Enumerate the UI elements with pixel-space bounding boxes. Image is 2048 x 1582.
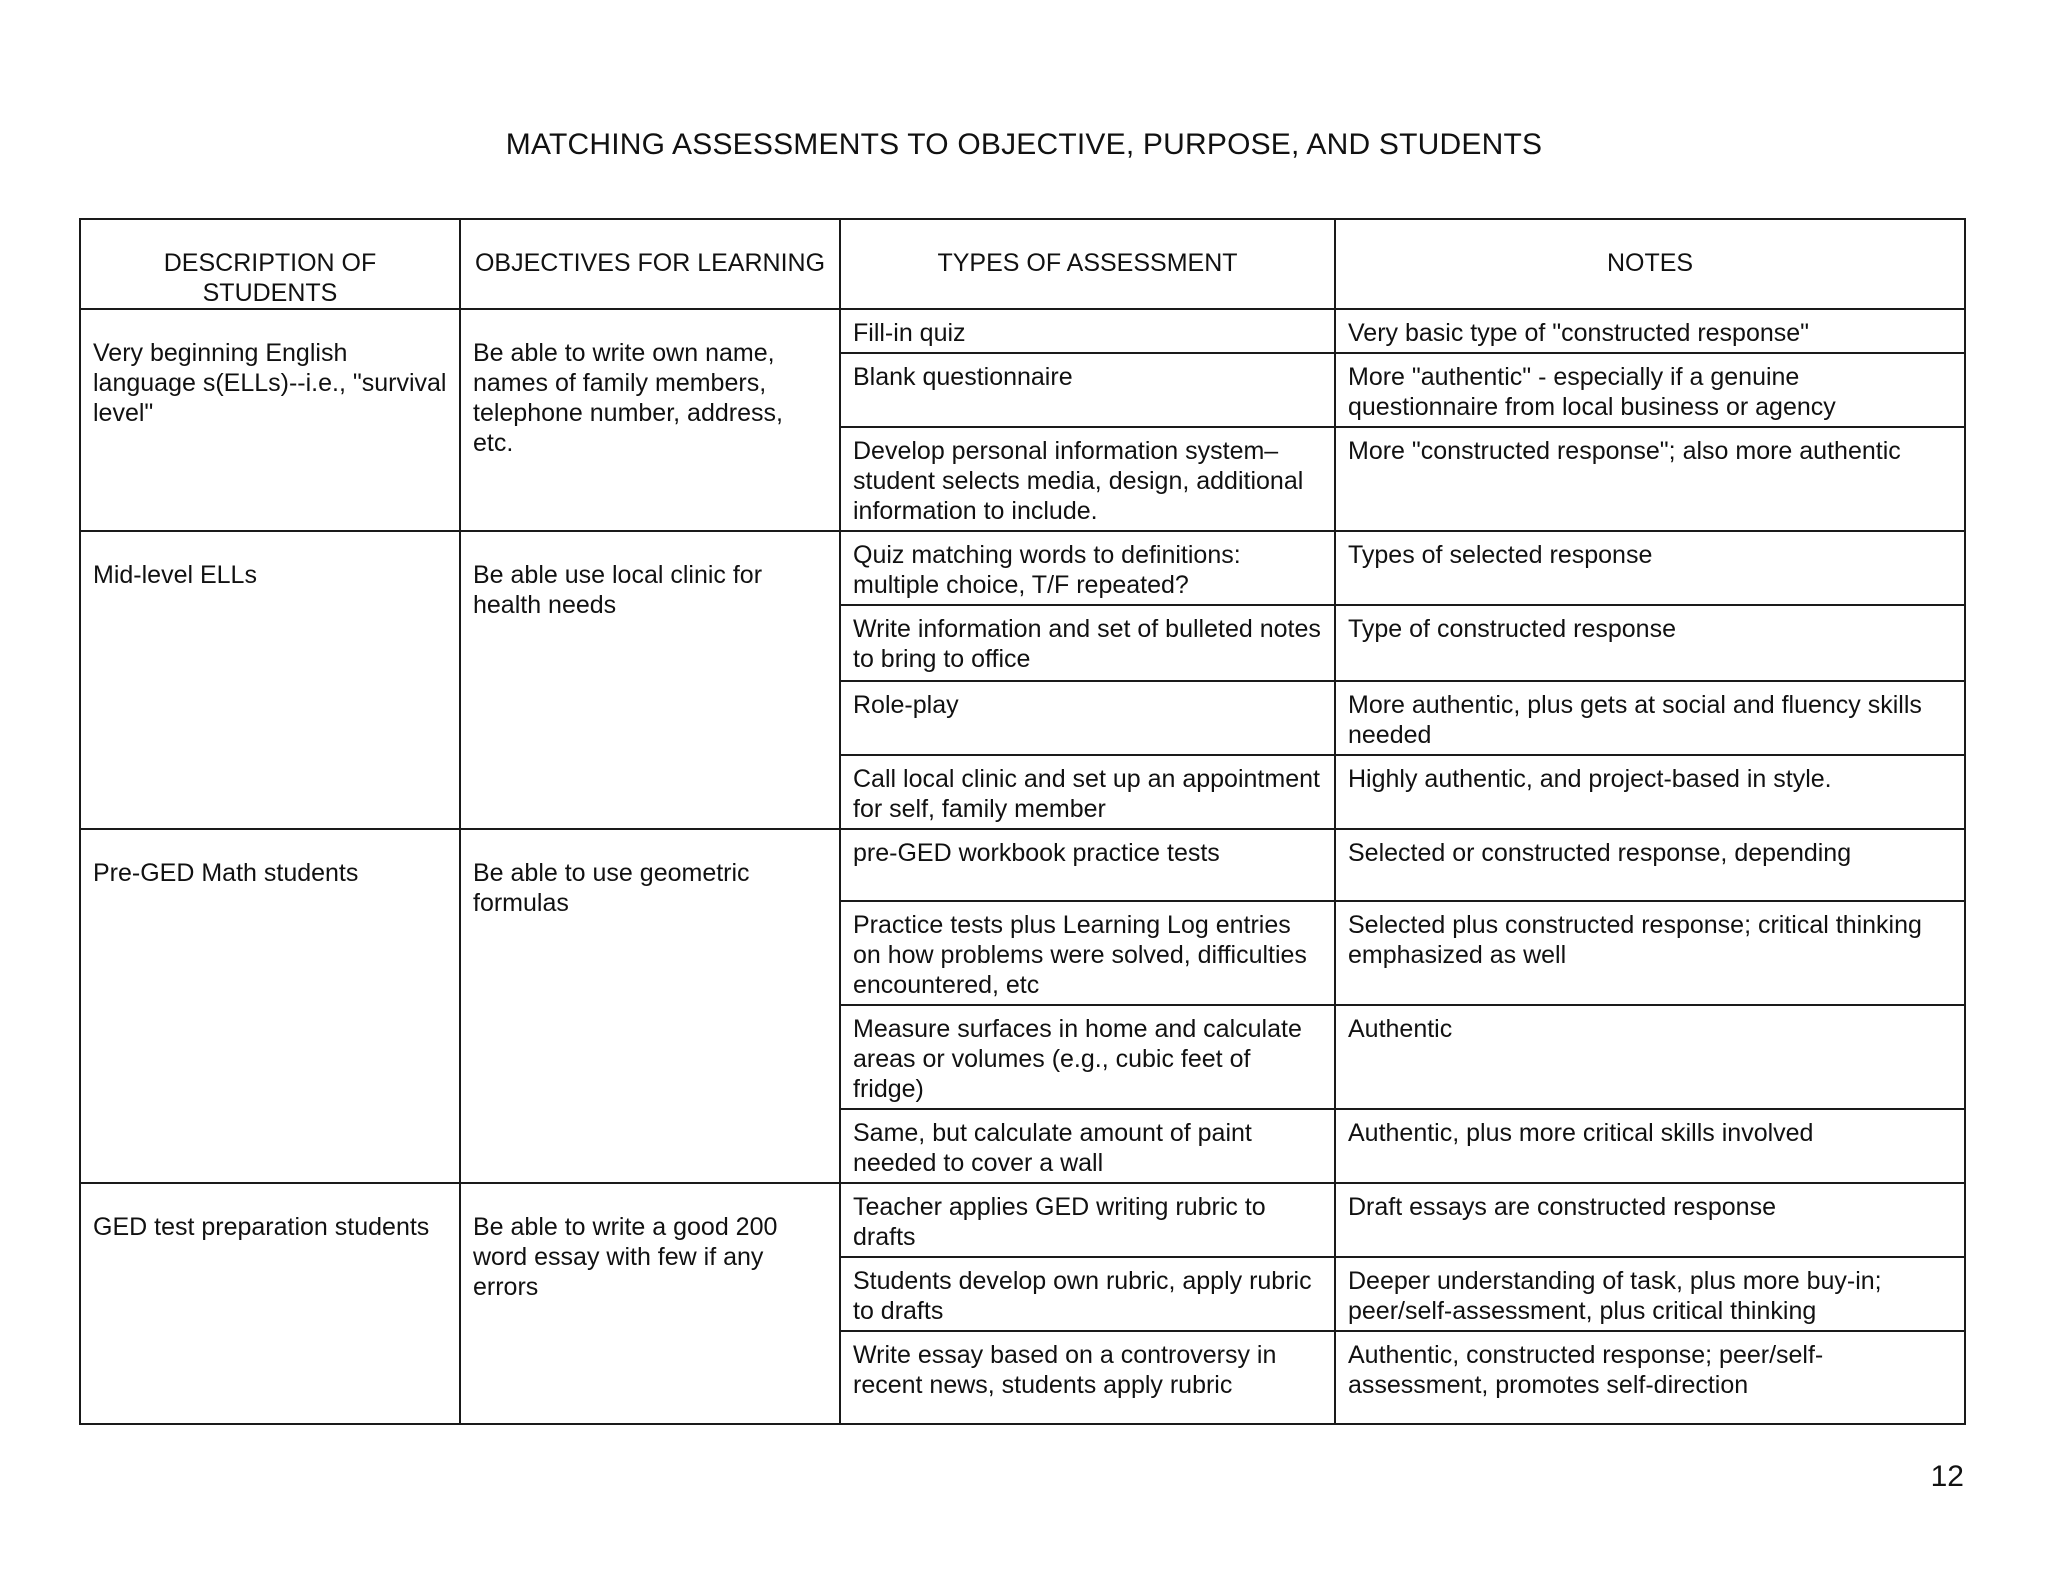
assessment-table xyxy=(79,218,1966,1425)
assessment-note: More authentic, plus gets at social and fluency skills needed xyxy=(1335,681,1965,755)
page-number: 12 xyxy=(1930,1460,1964,1493)
assessment-type: Write essay based on a controversy in recent news, students apply rubric xyxy=(840,1331,1335,1424)
assessment-type: Students develop own rubric, apply rubric to drafts xyxy=(840,1257,1335,1331)
learning-objective: Be able to write a good 200 word essay with few if any errors xyxy=(460,1183,840,1424)
assessment-type: Fill-in quiz xyxy=(840,309,1335,353)
student-description: Pre-GED Math students xyxy=(80,829,460,1183)
assessment-note: Very basic type of "constructed response" xyxy=(1335,309,1965,353)
assessment-note: Type of constructed response xyxy=(1335,605,1965,681)
learning-objective: Be able use local clinic for health needs xyxy=(460,531,840,829)
student-description: Mid-level ELLs xyxy=(80,531,460,829)
learning-objective: Be able to write own name, names of family members, telephone number, address, etc. xyxy=(460,309,840,531)
assessment-type: Role-play xyxy=(840,681,1335,755)
assessment-note: Highly authentic, and project-based in style. xyxy=(1335,755,1965,829)
table-row xyxy=(80,1183,1965,1257)
assessment-type: Blank questionnaire xyxy=(840,353,1335,427)
assessment-note: Selected or constructed response, depending xyxy=(1335,829,1965,901)
assessment-note: Authentic, constructed response; peer/self-assessment, promotes self-direction xyxy=(1335,1331,1965,1424)
table-row xyxy=(80,829,1965,901)
assessment-type: pre-GED workbook practice tests xyxy=(840,829,1335,901)
assessment-type: Measure surfaces in home and calculate areas or volumes (e.g., cubic feet of fridge) xyxy=(840,1005,1335,1109)
learning-objective: Be able to use geometric formulas xyxy=(460,829,840,1183)
header-students: DESCRIPTION OF STUDENTS xyxy=(80,219,460,309)
table-row xyxy=(80,309,1965,353)
assessment-type: Teacher applies GED writing rubric to drafts xyxy=(840,1183,1335,1257)
assessment-type: Call local clinic and set up an appointment for self, family member xyxy=(840,755,1335,829)
assessment-note: Authentic xyxy=(1335,1005,1965,1109)
assessment-type: Develop personal information system–student selects media, design, additional information to include. xyxy=(840,427,1335,531)
assessment-type: Same, but calculate amount of paint needed to cover a wall xyxy=(840,1109,1335,1183)
header-objectives: OBJECTIVES FOR LEARNING xyxy=(460,219,840,309)
header-row xyxy=(80,219,1965,309)
assessment-note: More "authentic" - especially if a genuine questionnaire from local business or agency xyxy=(1335,353,1965,427)
assessment-type: Write information and set of bulleted notes to bring to office xyxy=(840,605,1335,681)
assessment-note: Deeper understanding of task, plus more buy-in; peer/self-assessment, plus critical thinking xyxy=(1335,1257,1965,1331)
table-row xyxy=(80,531,1965,605)
assessment-note: Authentic, plus more critical skills involved xyxy=(1335,1109,1965,1183)
assessment-type: Practice tests plus Learning Log entries on how problems were solved, difficulties encountered, etc xyxy=(840,901,1335,1005)
assessment-note: Types of selected response xyxy=(1335,531,1965,605)
student-description: Very beginning English language s(ELLs)--i.e., "survival level" xyxy=(80,309,460,531)
assessment-type: Quiz matching words to definitions: multiple choice, T/F repeated? xyxy=(840,531,1335,605)
assessment-note: Draft essays are constructed response xyxy=(1335,1183,1965,1257)
header-notes: NOTES xyxy=(1335,219,1965,309)
student-description: GED test preparation students xyxy=(80,1183,460,1424)
page-title: MATCHING ASSESSMENTS TO OBJECTIVE, PURPOSE, AND STUDENTS xyxy=(505,128,1543,161)
assessment-note: More "constructed response"; also more authentic xyxy=(1335,427,1965,531)
assessment-note: Selected plus constructed response; critical thinking emphasized as well xyxy=(1335,901,1965,1005)
header-types: TYPES OF ASSESSMENT xyxy=(840,219,1335,309)
